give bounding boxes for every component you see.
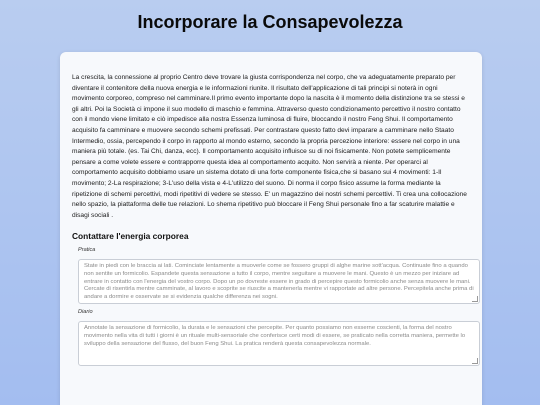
content-card	[60, 52, 482, 405]
resize-handle-icon[interactable]	[472, 296, 478, 302]
section-title: Contattare l'energia corporea	[72, 231, 189, 242]
pratica-field-wrapper	[78, 259, 480, 304]
diario-label: Diario	[78, 309, 93, 316]
intro-paragraph: La crescita, la connessione al proprio Centro deve trovare la giusta corrispondenza nel corpo, che va adeguatamente preparato per diventare il contenitore della nuova energia e le informazioni riunite. Il risultato dell'applicazione di tali principi si noterà in ogni movimento corporeo, compreso nel camminare.Il primo evento importante dopo la nascita è il momento della distinzione tra se stessi e gli altri. Poi la Società ci impone il suo modello di maschio e femmina. Attraverso questo condizionamento percettivo il nostro contatto con il mondo viene limitato e ciò impedisce alla nostra Essenza luminosa di fluire, bloccando il nostro Feng Shui. Il comportamento acquisito fa camminare e muovere secondo schemi prefissati. Per contrastare questo fatto devi imparare a camminare nello Staato Intermedio, ossia, percependo il corpo in rapporto al mondo esterno, secondo la propria percezione interiore: essere nel corpo in una maniera più totale. (es. Tai Chi, danza, ecc). Il comportamento acquisito influisce su di noi fisicamente. Non potete semplicemente pensare a come volete essere e contrapporre questa idea al comportamento acquito. Non servirà a niente. Per operarci al comportamento acquisito dobbiamo usare un sistema dotato di una forte componente fisica,che si basano sui 4 movimenti: 1-Il movimento; 2-La respirazione; 3-L'uso della vista e 4-L'utilizzo del suono. Di norma il corpo fisico assume la forma mediante la ripetizione di schemi percettivi, modi ripetitivi di vedere se stesso. E' un magazzino dei nostri schemi percettivi. Ti crea una collocazione nello spazio, la piattaforma delle tue relazioni. Lo shema ripetitivo può bloccare il Feng Shui personale fino a far scaturire malattie e disagi sociali .	[72, 74, 467, 219]
resize-handle-icon[interactable]	[472, 358, 478, 364]
diario-textarea[interactable]	[78, 321, 480, 366]
pratica-textarea[interactable]	[78, 259, 480, 304]
pratica-label: Pratica	[78, 247, 96, 254]
diario-field-wrapper	[78, 321, 480, 366]
page-title: Incorporare la Consapevolezza	[137, 12, 403, 32]
